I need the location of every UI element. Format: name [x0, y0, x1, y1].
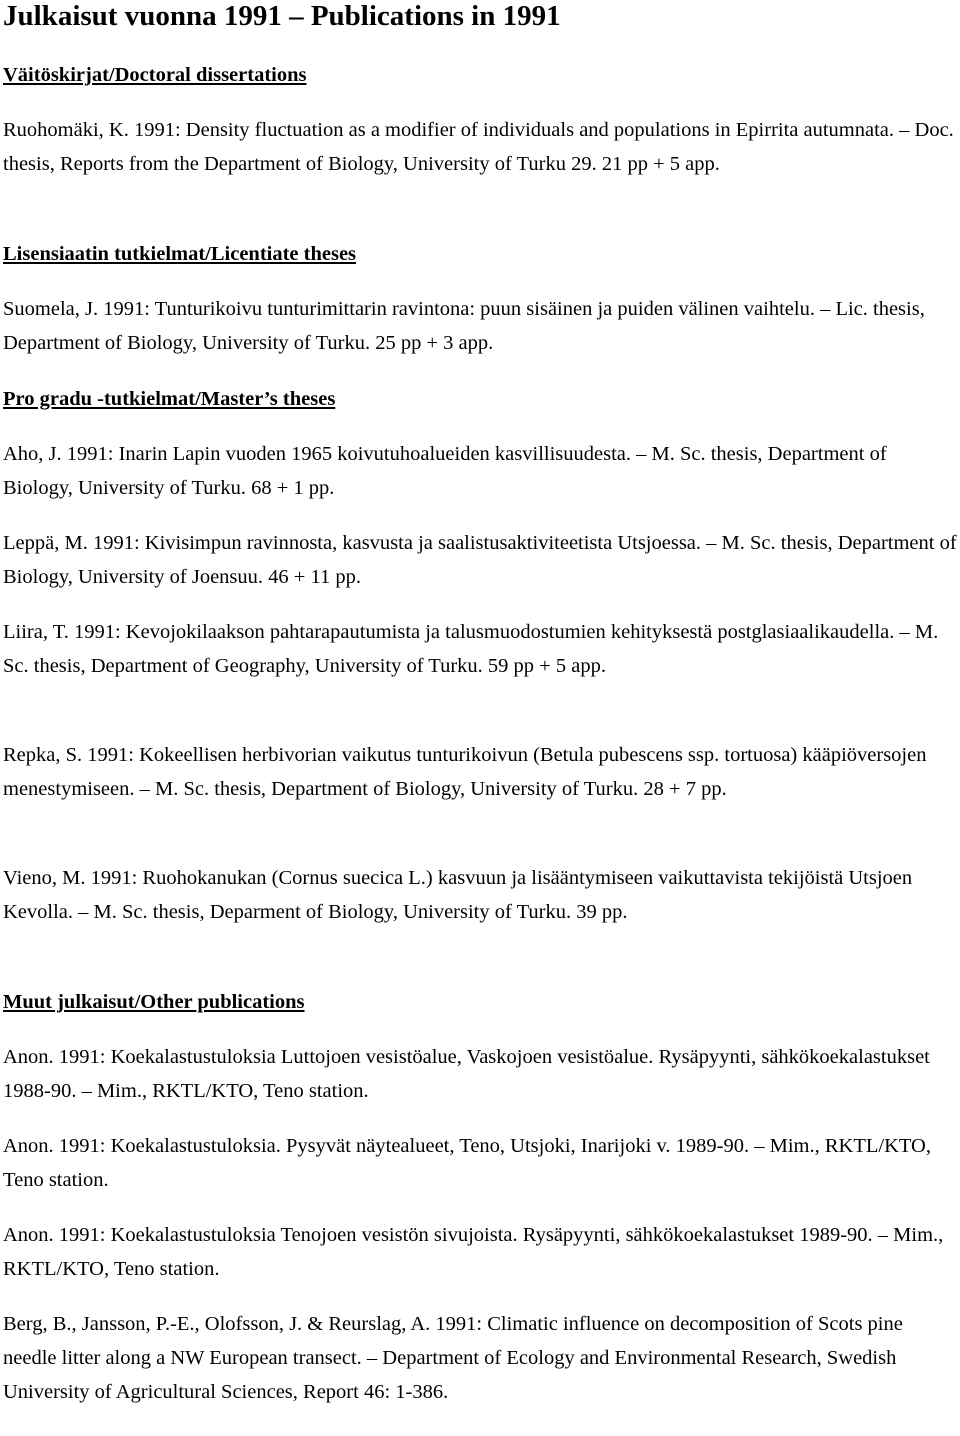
publication-entry: Berg, B., Jansson, P.-E., Olofsson, J. & Reurslag, A. 1991: Climatic influence on decomposition of Scots pine needle litter along a NW European transect. – Department of Ecology and Environmental Research, Swedish University of Agricultural Sciences, Report 46: 1-386. [3, 1313, 903, 1403]
publication-entry: Repka, S. 1991: Kokeellisen herbivorian vaikutus tunturikoivun (Betula pubescens ssp. tortuosa) kääpiöversojen menestymiseen. – M. Sc. thesis, Department of Biology, University of Turku. 28 + 7 pp. [3, 744, 927, 800]
section-heading-other: Muut julkaisut/Other publications [3, 991, 305, 1013]
publication-entry: Anon. 1991: Koekalastustuloksia Luttojoen vesistöalue, Vaskojoen vesistöalue. Rysäpyynti, sähkökoekalastukset 1988-90. – Mim., RKTL/KTO, Teno station. [3, 1046, 930, 1102]
page-title: Julkaisut vuonna 1991 – Publications in 1991 [3, 0, 561, 32]
publication-entry: Ruohomäki, K. 1991: Density fluctuation as a modifier of individuals and populations in Epirrita autumnata. – Doc. thesis, Reports from the Department of Biology, University of Turku 29. 21 pp + 5 app. [3, 119, 954, 175]
section-heading-licentiate: Lisensiaatin tutkielmat/Licentiate theses [3, 243, 357, 265]
publication-entry: Vieno, M. 1991: Ruohokanukan (Cornus suecica L.) kasvuun ja lisääntymiseen vaikuttavista tekijöistä Utsjoen Kevolla. – M. Sc. thesis, Deparment of Biology, University of Turku. 39 pp. [3, 867, 913, 923]
publication-entry: Aho, J. 1991: Inarin Lapin vuoden 1965 koivutuhoalueiden kasvillisuudesta. – M. Sc. thesis, Department of Biology, University of Turku. 68 + 1 pp. [3, 443, 887, 499]
publication-entry: Anon. 1991: Koekalastustuloksia Tenojoen vesistön sivujoista. Rysäpyynti, sähkökoekalastukset 1989-90. – Mim., RKTL/KTO, Teno station. [3, 1224, 944, 1280]
publication-entry: Leppä, M. 1991: Kivisimpun ravinnosta, kasvusta ja saalistusaktiviteetista Utsjoessa. – M. Sc. thesis, Department of Biology, University of Joensuu. 46 + 11 pp. [3, 532, 957, 588]
section-heading-doctoral: Väitöskirjat/Doctoral dissertations [3, 64, 307, 86]
publication-entry: Anon. 1991: Koekalastustuloksia. Pysyvät näytealueet, Teno, Utsjoki, Inarijoki v. 1989-90. – Mim., RKTL/KTO, Teno station. [3, 1135, 931, 1191]
publication-entry: Liira, T. 1991: Kevojokilaakson pahtarapautumista ja talusmuodostumien kehityksestä postglasiaalikaudella. – M. Sc. thesis, Department of Geography, University of Turku. 59 pp + 5 app. [3, 621, 939, 677]
section-heading-masters: Pro gradu -tutkielmat/Master’s theses [3, 388, 336, 410]
publication-entry: Suomela, J. 1991: Tunturikoivu tunturimittarin ravintona: puun sisäinen ja puiden välinen vaihtelu. – Lic. thesis, Department of Biology, University of Turku. 25 pp + 3 app. [3, 298, 925, 354]
